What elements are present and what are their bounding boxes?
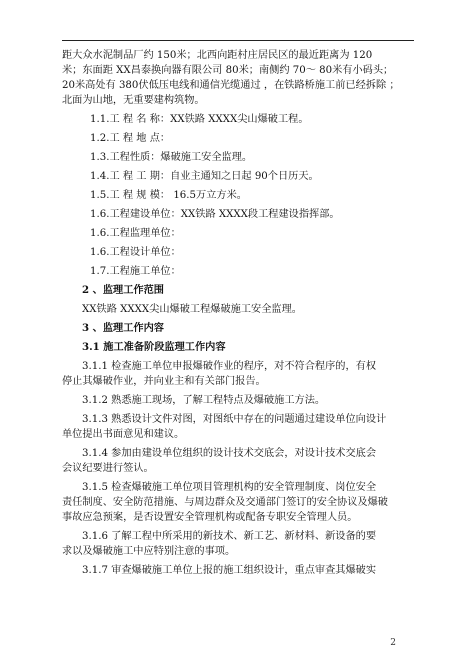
clause-3-1-6 xyxy=(62,529,414,559)
section-heading-scope: 2 、监理工作范围 xyxy=(82,284,164,296)
clause-3-1-7 xyxy=(62,563,414,578)
clause-3-1-4 xyxy=(62,446,414,476)
project-item-nature: 1.3.工程性质：爆破施工安全监理。 xyxy=(90,152,253,163)
document-body xyxy=(62,48,414,582)
intro-line: 距大众水泥制品厂约 150米；北西向距村庄居民区的最近距离为 120 xyxy=(62,50,373,61)
clause-line: 3.1.3 熟悉设计文件对图，对图纸中存在的问题通过建设单位向设计 xyxy=(82,414,387,425)
intro-line: 米；东面距 XX昌泰换向器有限公司 80米；南侧约 70～ 80米有小码头； xyxy=(62,65,394,76)
project-item-location: 1.2.工 程 地 点： xyxy=(90,133,171,144)
clause-3-1-1 xyxy=(62,359,414,389)
project-item-contractor: 1.7.工程施工单位： xyxy=(90,266,181,277)
clause-line: 3.1.2 熟悉施工现场，了解工程特点及爆破施工方法。 xyxy=(82,395,326,406)
header-rule xyxy=(62,40,414,41)
clause-line: 停止其爆破作业，并向业主和有关部门报告。 xyxy=(62,376,266,387)
subsection-heading-preparation: 3.1 施工准备阶段监理工作内容 xyxy=(82,341,226,353)
clause-line: 3.1.7 审查爆破施工单位上报的施工组织设计，重点审查其爆破实 xyxy=(82,565,377,576)
clause-line: 责任制度、安全防范措施、与周边群众及交通部门签订的安全协议及爆破 xyxy=(62,497,388,508)
project-item-designer: 1.6.工程设计单位： xyxy=(90,247,181,258)
intro-paragraph xyxy=(62,48,414,108)
project-item-owner: 1.6.工程建设单位：XX铁路 XXXX段工程建设指挥部。 xyxy=(90,209,340,220)
clause-line: 求以及爆破施工中应特别注意的事项。 xyxy=(62,546,236,557)
project-item-name: 1.1.工 程 名 称：XX铁路 XXXX尖山爆破工程。 xyxy=(90,114,309,125)
clause-line: 会议纪要进行签认。 xyxy=(62,463,154,474)
intro-line: 北面为山地，无重要建构筑物。 xyxy=(62,95,205,106)
clause-3-1-5 xyxy=(62,480,414,525)
clause-line: 3.1.6 了解工程中所采用的新技术、新工艺、新材料、新设备的要 xyxy=(82,531,377,542)
clause-line: 3.1.1 检查施工单位申报爆破作业的程序，对不符合程序的，有权 xyxy=(82,361,377,372)
page-number: 2 xyxy=(390,638,396,648)
project-item-supervisor: 1.6.工程监理单位： xyxy=(90,228,181,239)
clause-line: 3.1.5 检查爆破施工单位项目管理机构的安全管理制度、岗位安全 xyxy=(82,482,377,493)
clause-3-1-3 xyxy=(62,412,414,442)
section-heading-content: 3 、监理工作内容 xyxy=(82,322,164,334)
scope-text: XX铁路 XXXX尖山爆破工程爆破施工安全监理。 xyxy=(82,304,302,315)
project-item-duration: 1.4.工 程 工 期：自业主通知之日起 90个日历天。 xyxy=(90,171,319,182)
clause-line: 3.1.4 参加由建设单位组织的设计技术交底会，对设计技术交底会 xyxy=(82,448,377,459)
clause-3-1-2 xyxy=(62,393,414,408)
clause-line: 单位提出书面意见和建议。 xyxy=(62,429,185,440)
project-item-scale: 1.5.工 程 规 模： 16.5万立方米。 xyxy=(90,190,247,201)
clause-line: 事故应急预案，是否设置安全管理机构或配备专职安全管理人员。 xyxy=(62,512,358,523)
intro-line: 20米高处有 380伏低压电线和通信光缆通过 ，在铁路桥施工前已经拆除 ； xyxy=(62,80,400,91)
